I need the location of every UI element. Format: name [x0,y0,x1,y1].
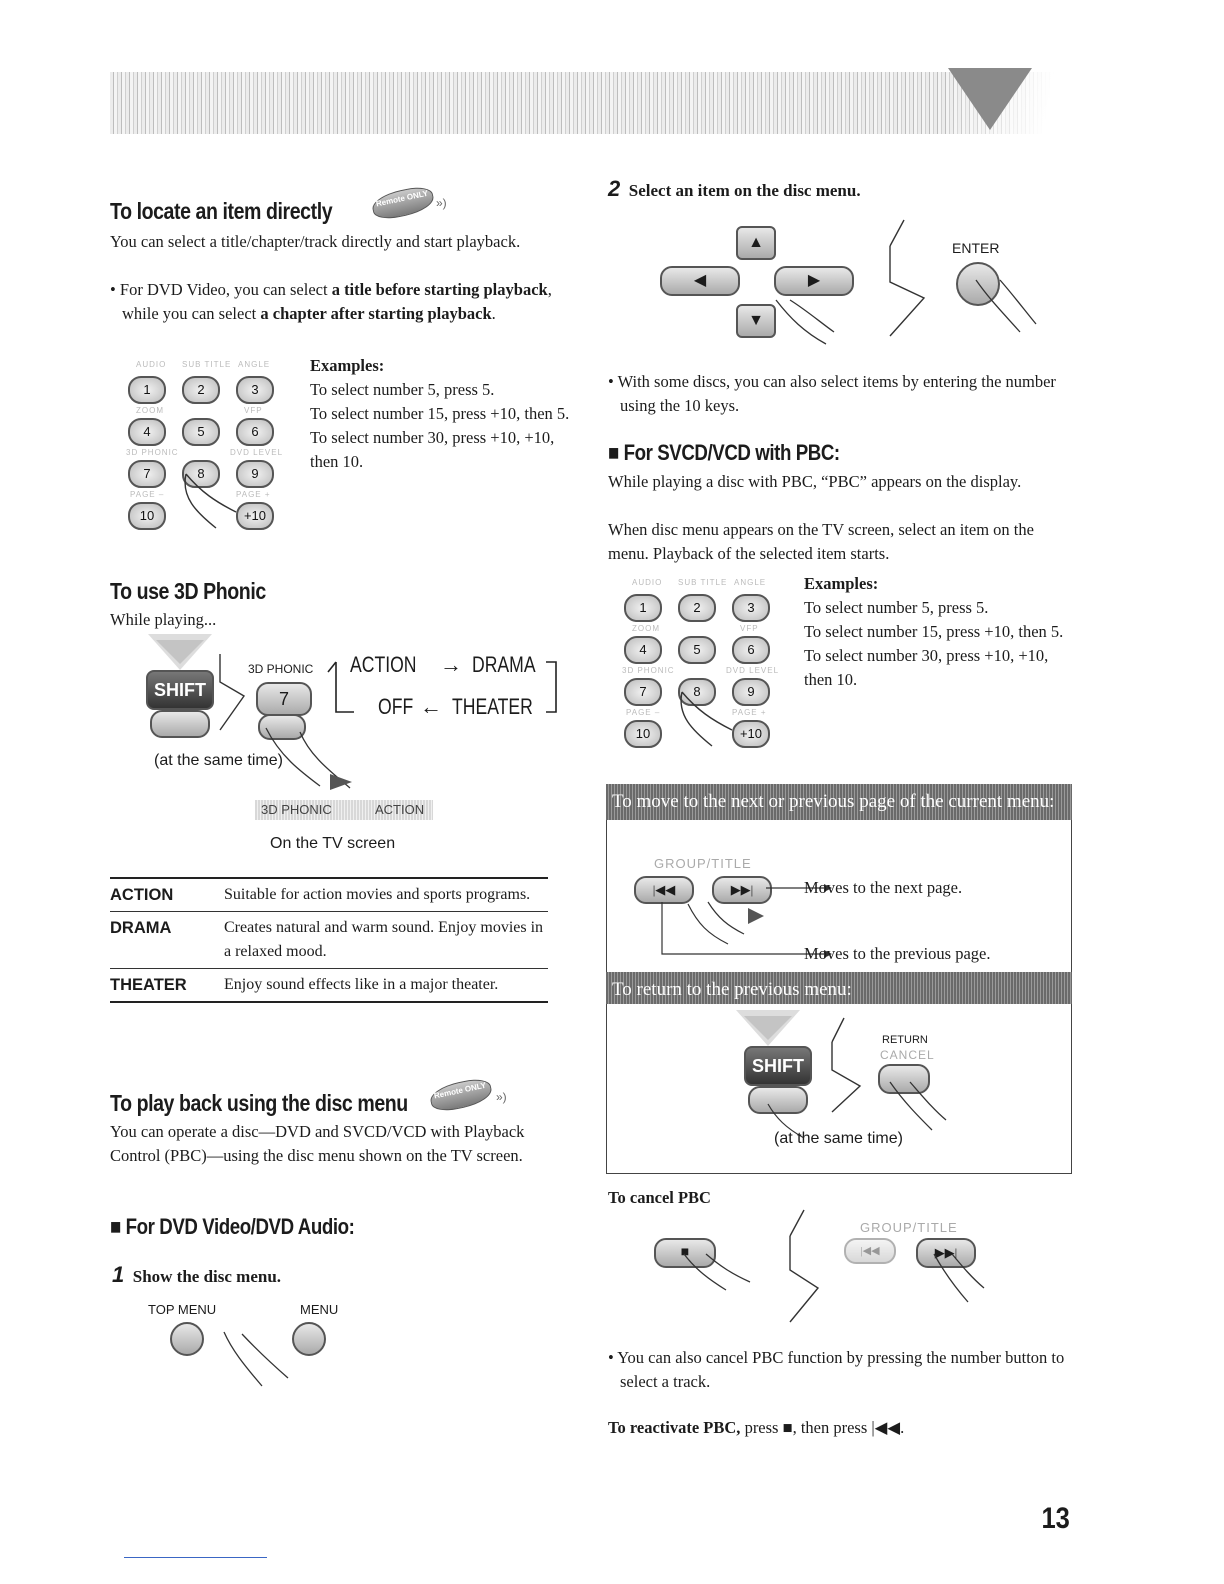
examples-block [804,572,1070,692]
finger-icon [672,690,742,750]
examples-block [310,354,570,474]
return-diagram [720,1006,980,1166]
key-label: AUDIO [632,578,663,587]
reactivate-pbc [608,1416,1070,1440]
key-label: SUB TITLE [678,578,728,587]
finger-icon [770,298,840,348]
key-label: ANGLE [238,360,271,369]
group-title-label: GROUP/TITLE [654,856,752,871]
phonic-intro: While playing... [110,610,217,629]
key-6[interactable]: 6 [236,418,274,446]
step-number: 2 [608,176,621,201]
table-row [110,969,548,1003]
prev-page-text: Moves to the previous page. [804,944,991,963]
signal-icon: ») [496,1090,507,1104]
example-line: To select number 5, press 5. [310,380,495,399]
key-label: 3D PHONIC [126,448,179,457]
key-7-phonic[interactable]: 7 [256,682,312,716]
discmenu-note: • With some discs, you can also select items by entering the number using the 10 keys. [608,372,1056,415]
osd-mode: ACTION [375,802,425,817]
example-line: To select number 30, press +10, +10, then 10. [804,646,1049,689]
next-page-text: Moves to the next page. [804,878,963,897]
key-label: VFP [244,406,263,415]
up-arrow-button[interactable] [736,226,776,260]
discmenu-intro: You can operate a disc—DVD and SVCD/VCD with Playback Control (PBC)—using the disc menu shown on the TV screen. [110,1122,525,1165]
phonic-modes-table [110,877,548,1003]
page-number: 13 [1041,1502,1070,1535]
right-arrow-icon: ▶ [807,272,821,289]
example-line: To select number 5, press 5. [804,598,989,617]
finger-icon [176,472,246,532]
key-5[interactable]: 5 [678,636,716,664]
finger-icon [970,278,1040,338]
return-label: RETURN [882,1034,928,1046]
discmenu-title: To play back using the disc menu [110,1090,408,1116]
examples-heading: Examples: [804,574,879,593]
skip-forward-icon: ▶▶| [934,1245,958,1260]
svcd-heading: ■ For SVCD/VCD with PBC: [608,440,840,465]
reactivate-label: To reactivate PBC, [608,1418,741,1437]
skip-back-icon: |◀◀ [652,882,676,897]
up-arrow-icon: ▲ [748,234,764,251]
enter-label: ENTER [952,240,1000,256]
example-line: To select number 30, press +10, +10, then 10. [310,428,555,471]
key-label: 3D PHONIC [622,666,675,675]
left-arrow-button[interactable] [660,266,740,296]
step-text: Select an item on the disc menu. [628,181,861,200]
key-7[interactable]: 7 [624,678,662,706]
cancel-pbc-diagram [640,1208,1060,1328]
key-label: VFP [740,624,759,633]
table-row [110,912,548,969]
left-arrow-icon: ◀ [693,272,707,289]
shift-button[interactable]: SHIFT [744,1046,812,1086]
phonic-key-label: 3D PHONIC [248,662,314,676]
menu-label: MENU [300,1302,339,1317]
header-triangle-icon [948,68,1032,130]
step1 [112,1262,281,1288]
same-time-note: (at the same time) [154,752,283,769]
key-label: PAGE – [626,708,661,717]
phonic-diagram [110,630,570,780]
number-keypad [126,360,296,530]
key-plus10[interactable]: +10 [732,720,770,748]
key-8[interactable]: 8 [182,460,220,488]
finger-icon [202,1330,302,1390]
mode-name: THEATER [110,976,187,994]
top-menu-button[interactable] [170,1322,204,1356]
mode-name: ACTION [110,886,174,904]
key-8[interactable]: 8 [678,678,716,706]
tv-osd [255,800,433,820]
key-label: ZOOM [632,624,660,633]
key-2[interactable]: 2 [678,594,716,622]
skip-back-icon: |◀◀ [860,1245,880,1257]
remote-only-icon: Remote ONLY [428,1076,494,1114]
step-number: 1 [112,1262,125,1287]
dvd-heading: ■ For DVD Video/DVD Audio: [110,1214,355,1239]
example-line: To select number 15, press +10, then 5. [310,404,570,423]
key-4[interactable]: 4 [128,418,166,446]
locate-title: To locate an item directly [110,198,333,224]
key-label: PAGE – [130,490,165,499]
bracket-icon [218,652,248,732]
page-buttons-diagram [620,854,1060,974]
mode-name: DRAMA [110,919,172,937]
key-label: DVD LEVEL [230,448,284,457]
key-label: ANGLE [734,578,767,587]
key-9[interactable]: 9 [236,460,274,488]
number-keypad [622,578,792,748]
key-5[interactable]: 5 [182,418,220,446]
returnmenu-heading: To return to the previous menu: [606,972,1072,1004]
key-4[interactable]: 4 [624,636,662,664]
example-line: To select number 15, press +10, then 5. [804,622,1064,641]
key-7[interactable]: 7 [128,460,166,488]
phonic-title: To use 3D Phonic [110,578,266,604]
cycle-arrow-icon: ← [420,694,442,719]
remote-only-icon: Remote ONLY [370,184,436,222]
step-text: Show the disc menu. [132,1267,282,1286]
same-time-note: (at the same time) [774,1130,903,1147]
key-plus10[interactable]: +10 [236,502,274,530]
key-label: DVD LEVEL [726,666,780,675]
menu-buttons-diagram [140,1300,360,1390]
cursor-keys-diagram [650,218,1070,348]
step2 [608,176,861,202]
reactivate-text: press ■, then press |◀◀. [740,1418,905,1437]
shift-key-base [150,710,210,738]
skip-forward-icon: ▶▶| [730,882,754,897]
key-label: ZOOM [136,406,164,415]
group-title-label: GROUP/TITLE [860,1220,958,1235]
nextpage-heading: To move to the next or previous page of the current menu: [606,784,1072,820]
finger-icon [680,1252,760,1302]
mode-desc: Creates natural and warm sound. Enjoy movies in a relaxed mood. [224,919,544,960]
cycle-drama: DRAMA [472,652,536,677]
key-1[interactable]: 1 [624,594,662,622]
key-3[interactable]: 3 [732,594,770,622]
signal-icon: ») [436,196,447,210]
bracket-icon [888,218,928,338]
cycle-arrow-icon: → [440,652,462,677]
key-1[interactable]: 1 [128,376,166,404]
mode-desc: Suitable for action movies and sports programs. [224,886,531,903]
bracket-icon [830,1016,866,1116]
key-2[interactable]: 2 [182,376,220,404]
footer-rule [124,1557,267,1558]
cycle-action: ACTION [350,652,417,677]
key-3[interactable]: 3 [236,376,274,404]
top-menu-label: TOP MENU [148,1302,217,1317]
key-label: PAGE + [236,490,271,499]
key-10[interactable]: 10 [624,720,662,748]
key-label: SUB TITLE [182,360,232,369]
shift-button[interactable]: SHIFT [146,670,214,710]
table-row [110,878,548,912]
tv-caption: On the TV screen [270,835,396,852]
osd-label: 3D PHONIC [261,802,332,817]
down-arrows-icon [146,630,216,672]
cancel-pbc-heading: To cancel PBC [608,1188,711,1207]
cycle-theater: THEATER [452,694,533,719]
locate-intro: You can select a title/chapter/track directly and start playback. [110,232,521,251]
down-arrows-icon [734,1006,804,1048]
examples-heading: Examples: [310,356,385,375]
down-arrow-icon: ▼ [748,312,764,329]
cycle-off: OFF [378,694,414,719]
stop-icon: ■ [680,1245,690,1260]
svcd-p1: While playing a disc with PBC, “PBC” appears on the display. [608,472,1022,491]
key-label: AUDIO [136,360,167,369]
header-banner [110,72,1070,134]
locate-bullet: • For DVD Video, you can select a title before starting playback, while you can select a chapter after starting playback. [110,280,552,323]
key-label: PAGE + [732,708,767,717]
mode-desc: Enjoy sound effects like in a major theater. [224,976,499,993]
key-9[interactable]: 9 [732,678,770,706]
key-10[interactable]: 10 [128,502,166,530]
cancel-label: CANCEL [880,1048,935,1062]
bracket-icon [788,1208,824,1324]
right-arrow-button[interactable] [774,266,854,296]
svcd-p2: When disc menu appears on the TV screen, select an item on the menu. Playback of the selected item starts. [608,520,1034,563]
key-6[interactable]: 6 [732,636,770,664]
finger-icon [930,1252,990,1312]
previous-button[interactable] [844,1238,896,1264]
cancel-pbc-note: • You can also cancel PBC function by pressing the number button to select a track. [608,1348,1065,1391]
